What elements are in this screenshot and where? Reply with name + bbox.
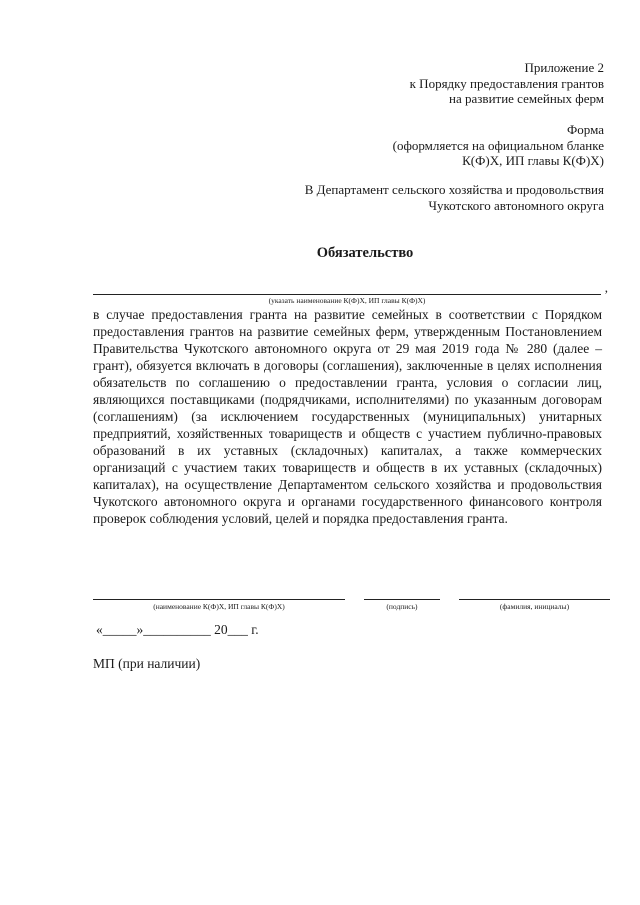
- signature-name-caption: (наименование К(Ф)Х, ИП главы К(Ф)Х): [153, 602, 285, 611]
- signature-fio-caption: (фамилия, инициалы): [499, 602, 570, 611]
- form-note-line-1: Форма: [567, 122, 604, 137]
- document-title: Обязательство: [316, 245, 414, 261]
- form-note: [393, 122, 604, 169]
- appendix-header: [410, 60, 604, 107]
- signature-sign-caption: (подпись): [386, 602, 418, 611]
- signature-fio-field: [459, 598, 610, 612]
- stamp-note: МП (при наличии): [93, 656, 201, 671]
- signature-sign-line: [364, 598, 440, 600]
- addressee: [305, 182, 604, 213]
- signature-name-field: [93, 598, 345, 612]
- applicant-name-caption: (указать наименование К(Ф)Х, ИП главы К(Ф)Х): [268, 296, 426, 305]
- applicant-name-line: [93, 284, 601, 295]
- addressee-line-2: Чукотского автономного округа: [428, 197, 604, 213]
- addressee-line-1: В Департамент сельского хозяйства и продовольствия: [304, 182, 604, 197]
- appendix-line-2: к Порядку предоставления грантов: [409, 75, 604, 91]
- signature-name-line: [93, 598, 345, 600]
- date-line: «_____»__________ 20___ г.: [96, 622, 259, 637]
- signature-fio-line: [459, 598, 610, 600]
- form-note-line-3: К(Ф)Х, ИП главы К(Ф)Х): [462, 153, 604, 168]
- appendix-line-3: на развитие семейных ферм: [449, 91, 604, 106]
- obligation-body-text: в случае предоставления гранта на развитие семейных в соответствии с Порядком предоставления грантов на развитие семейных ферм, утвержденным Постановлением Правительства Чукотского автономного округа от 29 мая 2019 года № 280 (далее – грант), обязуется включать в договоры (соглашения), заключенные в целях исполнения обязательств по соглашению о предоставлении гранта, условия о согласии лиц, являющихся поставщиками (подрядчиками, исполнителями) по указанным договорам (соглашениям) (за исключением государственных (муниципальных) унитарных предприятий, хозяйственных товариществ и обществ с участием публично-правовых образований в их уставных (складочных) капиталах, а также коммерческих организаций с участием таких товариществ и обществ в их уставных (складочных) капиталах), на осуществление Департаментом сельского хозяйства и продовольствия Чукотского автономного округа и органами государственного финансового контроля проверок соблюдения условий, целей и порядка предоставления гранта.: [93, 307, 602, 526]
- signature-row: [93, 598, 610, 618]
- applicant-name-field: [93, 280, 608, 306]
- signature-sign-field: [364, 598, 440, 612]
- name-line-comma: ,: [604, 280, 608, 295]
- form-note-line-2: (оформляется на официальном бланке: [392, 137, 604, 153]
- appendix-line-1: Приложение 2: [524, 60, 604, 75]
